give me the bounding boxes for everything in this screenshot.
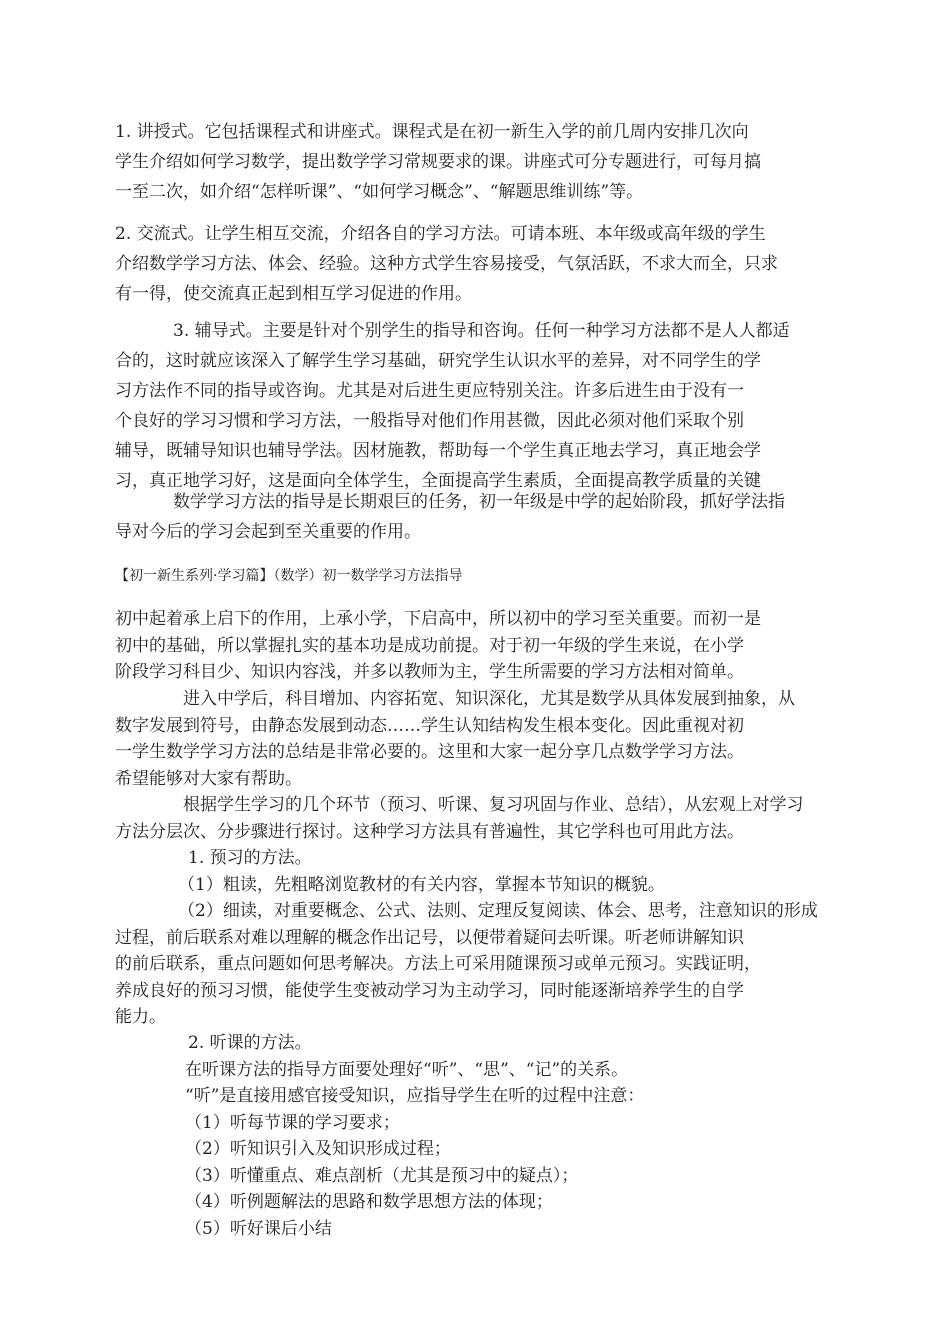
- text-line: 2. 交流式。让学生相互交流，介绍各自的学习方法。可请本班、本年级或高年级的学生: [115, 224, 766, 244]
- paragraph-lecture-method: [115, 117, 855, 207]
- listen-note: “听”是直接用感官接受知识，应指导学生在听的过程中注意：: [185, 1086, 645, 1106]
- text-line: 初中的基础，所以掌握扎实的基本功是成功前提。对于初一年级的学生来说，在小学: [115, 635, 744, 656]
- paragraph-exchange-method: [115, 219, 855, 309]
- preview-section: [115, 845, 855, 1031]
- paragraph-tutoring-method: [115, 316, 855, 496]
- text-line: 习方法作不同的指导或咨询。尤其是对后进生更应特别关注。许多后进生由于没有一: [115, 381, 744, 401]
- text-line: 根据学生学习的几个环节（预习、听课、复习巩固与作业、总结），从宏观上对学习: [183, 795, 804, 815]
- text-line: 的前后联系，重点问题如何思考解决。方法上可采用随课预习或单元预习。实践证明，: [115, 954, 761, 974]
- text-line: 学生介绍如何学习数学，提出数学学习常规要求的课。讲座式可分专题进行，可每月搞: [115, 152, 761, 172]
- text-line: 方法分层次、分步骤进行探讨。这种学习方法具有普遍性，其它学科也可用此方法。: [115, 821, 744, 842]
- section-heading: 【初一新生系列·学习篇】（数学）初一数学学习方法指导: [115, 568, 463, 584]
- text-line: 数学学习方法的指导是长期艰巨的任务，初一年级是中学的起始阶段，抓好学法指: [173, 492, 785, 512]
- listen-section: [115, 1030, 855, 1242]
- text-line: 有一得，使交流真正起到相互学习促进的作用。: [115, 284, 472, 304]
- text-line: 一学生数学学习方法的总结是非常必要的。这里和大家一起分享几点数学学习方法。: [115, 742, 744, 762]
- listen-title: 2. 听课的方法。: [188, 1033, 312, 1053]
- text-line: 过程，前后联系对难以理解的概念作出记号，以便带着疑问去听课。听老师讲解知识: [115, 927, 744, 948]
- text-line: 初中起着承上启下的作用，上承小学，下启高中，所以初中的学习至关重要。而初一是: [115, 609, 761, 629]
- preview-title: 1. 预习的方法。: [188, 848, 312, 868]
- text-line: 进入中学后，科目增加、内容拓宽、知识深化，尤其是数学从具体发展到抽象，从: [183, 689, 795, 709]
- text-line: 数字发展到符号，由静态发展到动态……学生认知结构发生根本变化。因此重视对初: [115, 715, 744, 736]
- text-line: 阶段学习科目少、知识内容浅，并多以教师为主，学生所需要的学习方法相对简单。: [115, 662, 744, 682]
- preview-item: （1）粗读，先粗略浏览教材的有关内容，掌握本节知识的概貌。: [178, 874, 665, 895]
- listen-item: （2）听知识引入及知识形成过程；: [185, 1139, 451, 1159]
- text-line: 希望能够对大家有帮助。: [115, 768, 302, 789]
- text-line: 一至二次，如介绍“怎样听课”、“如何学习概念”、“解题思维训练”等。: [115, 182, 644, 202]
- text-line: 导对今后的学习会起到至关重要的作用。: [115, 522, 421, 542]
- paragraph-middle-school: [115, 686, 855, 792]
- listen-item: （5）听好课后小结: [185, 1218, 332, 1239]
- listen-item: （1）听每节课的学习要求；: [185, 1112, 400, 1133]
- text-line: 合的，这时就应该深入了解学生学习基础，研究学生认识水平的差异，对不同学生的学: [115, 351, 761, 371]
- text-line: 习，真正地学习好，这是面向全体学生，全面提高学生素质，全面提高教学质量的关键: [115, 471, 761, 491]
- paragraph-learning-steps: [115, 792, 855, 845]
- listen-item: （4）听例题解法的思路和数学思想方法的体现；: [185, 1192, 553, 1212]
- paragraph-conclusion: [115, 487, 855, 547]
- paragraph-intro: [115, 606, 855, 686]
- text-line: 个良好的学习习惯和学习方法，一般指导对他们作用甚微，因此必须对他们采取个别: [115, 411, 744, 431]
- text-line: 辅导，既辅导知识也辅导学法。因材施教，帮助每一个学生真正地去学习，真正地会学: [115, 441, 761, 461]
- text-line: 介绍数学学习方法、体会、经验。这种方式学生容易接受，气氛活跃，不求大而全，只求: [115, 254, 778, 274]
- preview-item: （2）细读，对重要概念、公式、法则、定理反复阅读、体会、思考，注意知识的形成: [178, 901, 818, 921]
- listen-item: （3）听懂重点、难点剖析（尤其是预习中的疑点）；: [185, 1165, 579, 1186]
- text-line: 3. 辅导式。主要是针对个别学生的指导和咨询。任何一种学习方法都不是人人都适: [173, 321, 790, 341]
- text-line: 1. 讲授式。它包括课程式和讲座式。课程式是在初一新生入学的前几周内安排几次向: [115, 122, 749, 142]
- text-line: 能力。: [115, 1007, 166, 1027]
- listen-intro: 在听课方法的指导方面要处理好“听”、“思”、“记”的关系。: [185, 1059, 629, 1080]
- text-line: 养成良好的预习习惯，能使学生变被动学习为主动学习，同时能逐渐培养学生的自学: [115, 980, 744, 1001]
